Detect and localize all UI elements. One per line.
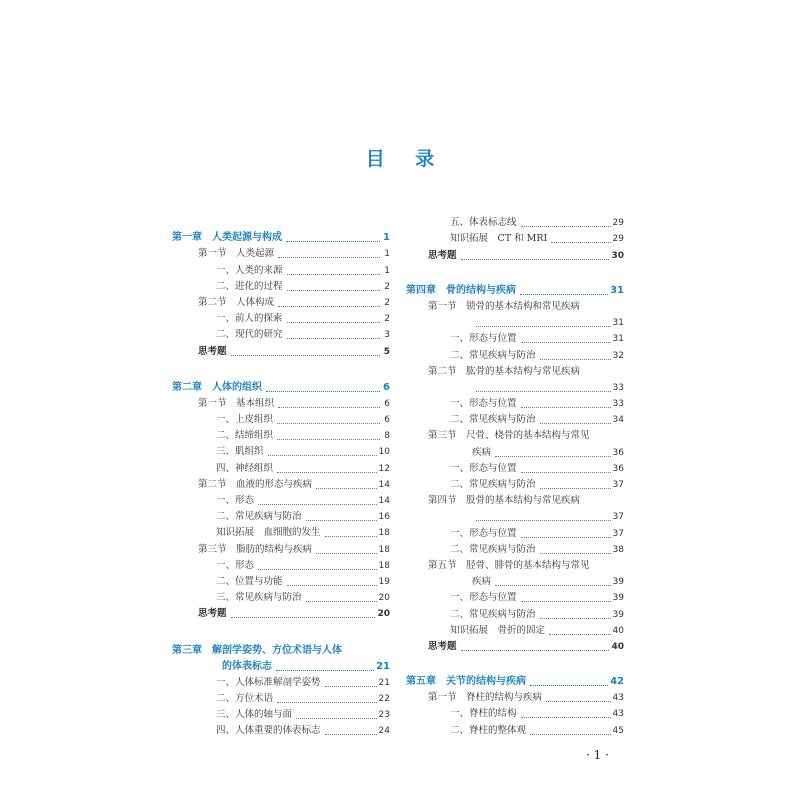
dot-leader bbox=[521, 220, 611, 227]
toc-column-left bbox=[172, 230, 390, 739]
toc-entry-label: 二、方位术语 bbox=[216, 693, 274, 705]
toc-page-number: 37 bbox=[612, 512, 624, 523]
toc-item-row[interactable] bbox=[172, 574, 390, 590]
toc-entry-label: 思考题 bbox=[198, 345, 227, 357]
toc-entry-label: 一、形态与位置 bbox=[450, 462, 517, 474]
toc-column-right bbox=[406, 215, 624, 739]
toc-page-number: 6 bbox=[384, 415, 390, 426]
dot-leader bbox=[287, 332, 380, 339]
toc-entry-label: 二、常见疾病与防治 bbox=[450, 608, 536, 620]
dot-leader bbox=[277, 433, 380, 440]
toc-item-row[interactable] bbox=[172, 525, 390, 541]
toc-entry-label: 二、脊柱的整体观 bbox=[450, 724, 527, 736]
toc-entry-label: 四、神经组织 bbox=[216, 462, 274, 474]
toc-page-number: 1 bbox=[383, 232, 390, 244]
toc-page-number: 6 bbox=[384, 398, 390, 409]
dot-leader bbox=[266, 385, 380, 392]
toc-item-row[interactable] bbox=[172, 558, 390, 574]
dot-leader bbox=[276, 664, 374, 671]
toc-entry-label: 第一节 锁骨的基本结构和常见疾病 bbox=[428, 300, 581, 312]
dot-leader bbox=[476, 514, 611, 521]
toc-think-row[interactable] bbox=[172, 606, 390, 622]
toc-page-number: 16 bbox=[378, 512, 390, 523]
dot-leader bbox=[461, 253, 610, 260]
toc-page-number: 33 bbox=[612, 399, 624, 410]
toc-think-row[interactable] bbox=[406, 247, 624, 263]
dot-leader bbox=[549, 628, 611, 635]
toc-think-row[interactable] bbox=[172, 343, 390, 359]
toc-item-row[interactable] bbox=[406, 706, 624, 722]
toc-entry-label: 一、人类的来源 bbox=[216, 264, 283, 276]
toc-item-row[interactable] bbox=[406, 396, 624, 412]
toc-page-number: 31 bbox=[612, 318, 624, 329]
dot-leader bbox=[258, 563, 377, 570]
dot-leader bbox=[231, 349, 380, 356]
toc-page-number: 34 bbox=[612, 415, 624, 426]
toc-item-row[interactable] bbox=[172, 311, 390, 327]
toc-page-number: 2 bbox=[384, 281, 390, 292]
dot-leader bbox=[461, 644, 610, 651]
toc-entry-label: 第四章 骨的结构与疾病 bbox=[406, 284, 516, 296]
toc-entry-label: 一、脊柱的结构 bbox=[450, 708, 517, 720]
toc-item-row[interactable] bbox=[172, 327, 390, 343]
toc-page-number: 20 bbox=[377, 609, 390, 620]
dot-leader bbox=[540, 547, 611, 554]
dot-leader bbox=[540, 482, 611, 489]
toc-section-row[interactable] bbox=[172, 541, 390, 557]
toc-page-number: 21 bbox=[378, 677, 390, 688]
dot-leader bbox=[476, 320, 611, 327]
dot-leader bbox=[287, 268, 380, 275]
dot-leader bbox=[540, 612, 611, 619]
toc-page-number: 2 bbox=[384, 297, 390, 308]
toc-page-number: 1 bbox=[384, 249, 390, 260]
toc-section-row[interactable] bbox=[406, 299, 624, 315]
toc-page-number: 37 bbox=[612, 528, 624, 539]
toc-item-row[interactable] bbox=[172, 707, 390, 723]
toc-spacer bbox=[172, 622, 390, 642]
toc-page-number: 10 bbox=[378, 447, 390, 458]
toc-page-number: 19 bbox=[378, 576, 390, 587]
dot-leader bbox=[521, 466, 611, 473]
toc-section-row[interactable] bbox=[406, 428, 624, 444]
dot-leader bbox=[296, 712, 377, 719]
toc-entry-label: 二、常见疾病与防治 bbox=[216, 511, 302, 523]
toc-page-number: 23 bbox=[378, 710, 390, 721]
toc-item-row[interactable] bbox=[406, 623, 624, 639]
dot-leader bbox=[495, 579, 611, 586]
toc-entry-label: 第一节 脊柱的结构与疾病 bbox=[428, 692, 543, 704]
toc-entry-label: 二、进化的过程 bbox=[216, 280, 283, 292]
toc-entry-label: 二、常见疾病与防治 bbox=[450, 543, 536, 555]
toc-entry-label: 第一节 基本组织 bbox=[198, 397, 275, 409]
toc-entry-label: 疾病 bbox=[472, 576, 492, 588]
dot-leader bbox=[231, 611, 376, 618]
toc-entry-label: 第一节 人类起源 bbox=[198, 248, 275, 260]
toc-page-number: 22 bbox=[378, 694, 390, 705]
dot-leader bbox=[325, 680, 377, 687]
toc-page-number: 33 bbox=[612, 382, 624, 393]
toc-page-number: 14 bbox=[378, 496, 390, 506]
toc-entry-label: 一、形态 bbox=[216, 559, 255, 571]
toc-page-number: 40 bbox=[612, 625, 624, 636]
toc-entry-label: 二、常见疾病与防治 bbox=[450, 414, 536, 426]
toc-item-row[interactable] bbox=[406, 574, 624, 590]
toc-entry-label: 第二节 肱骨的基本结构与常见疾病 bbox=[428, 365, 581, 377]
toc-page-number: 37 bbox=[612, 480, 624, 490]
toc-page-number: 14 bbox=[378, 479, 390, 490]
toc-entry-label: 第五节 胫骨、腓骨的基本结构与常见 bbox=[428, 559, 590, 571]
toc-entry-label: 第五章 关节的结构与疾病 bbox=[406, 676, 526, 688]
dot-leader bbox=[495, 450, 611, 457]
dot-leader bbox=[530, 679, 608, 686]
toc-entry-label: 疾病 bbox=[472, 446, 492, 458]
toc-entry-label: 第二节 血液的形态与疾病 bbox=[198, 478, 313, 490]
toc-chapter-row[interactable] bbox=[406, 674, 624, 690]
dot-leader bbox=[325, 728, 377, 735]
toc-item-row[interactable] bbox=[406, 542, 624, 558]
toc-page-number: 39 bbox=[612, 577, 624, 588]
toc-item-row[interactable] bbox=[172, 428, 390, 444]
toc-entry-label: 三、人体的轴与面 bbox=[216, 709, 293, 721]
dot-leader bbox=[521, 711, 611, 718]
toc-page-number: 21 bbox=[376, 660, 390, 672]
toc-page-number: 43 bbox=[612, 693, 624, 704]
toc-item-row[interactable] bbox=[172, 675, 390, 691]
toc-page-number: 12 bbox=[378, 463, 390, 474]
toc-item-row[interactable] bbox=[406, 231, 624, 247]
toc-entry-label: 二、结缔组织 bbox=[216, 430, 274, 442]
toc-item-row[interactable] bbox=[172, 590, 390, 606]
toc-spacer bbox=[406, 655, 624, 674]
toc-item-row[interactable] bbox=[406, 606, 624, 622]
toc-page-number: 5 bbox=[383, 346, 390, 357]
toc-page-number: 39 bbox=[612, 609, 624, 620]
dot-leader bbox=[530, 728, 611, 735]
dot-leader bbox=[278, 300, 380, 307]
toc-entry-label: 思考题 bbox=[198, 608, 227, 620]
dot-leader bbox=[277, 466, 377, 473]
dot-leader bbox=[286, 235, 380, 242]
toc-entry-label: 第三节 脂肪的结构与疾病 bbox=[198, 543, 313, 555]
dot-leader bbox=[258, 498, 377, 505]
toc-entry-label: 第三章 解剖学姿势、方位术语与人体 bbox=[172, 644, 342, 656]
toc-entry-label: 一、人体标准解剖学姿势 bbox=[216, 676, 321, 688]
dot-leader bbox=[316, 547, 377, 554]
toc-chapter-row[interactable] bbox=[406, 283, 624, 299]
page-title: 目 录 bbox=[365, 148, 447, 170]
toc-entry-label: 三、常见疾病与防治 bbox=[216, 592, 302, 604]
toc-page-number: 2 bbox=[384, 314, 390, 325]
toc-entry-label: 一、上皮组织 bbox=[216, 414, 274, 426]
dot-leader bbox=[316, 482, 377, 489]
toc-page-number: 29 bbox=[612, 234, 624, 245]
toc-entry-label: 知识拓展 CT 和 MRI bbox=[450, 233, 548, 245]
toc-page-number: 24 bbox=[378, 726, 390, 737]
toc-entry-label: 一、形态 bbox=[216, 495, 255, 506]
toc-page-number: 42 bbox=[610, 676, 624, 688]
toc-page-number: 30 bbox=[611, 250, 624, 261]
dot-leader bbox=[521, 401, 611, 408]
toc-page-number: 18 bbox=[378, 544, 390, 555]
toc-item-row[interactable] bbox=[172, 279, 390, 295]
toc-page-number: 31 bbox=[612, 334, 624, 345]
toc-item-row[interactable] bbox=[406, 722, 624, 738]
toc-entry-label: 三、肌组织 bbox=[216, 446, 264, 458]
page-number: · 1 · bbox=[586, 748, 609, 762]
dot-leader bbox=[287, 284, 380, 291]
toc-entry-label: 第四节 股骨的基本结构与常见疾病 bbox=[428, 495, 581, 507]
toc-page-number: 8 bbox=[384, 431, 390, 442]
toc-entry-label: 二、常见疾病与防治 bbox=[450, 349, 536, 361]
toc-entry-label: 二、位置与功能 bbox=[216, 575, 283, 587]
dot-leader bbox=[287, 579, 377, 586]
dot-leader bbox=[268, 449, 377, 456]
toc-think-row[interactable] bbox=[406, 639, 624, 655]
toc-entry-label: 一、前人的探索 bbox=[216, 313, 283, 325]
dot-leader bbox=[287, 316, 380, 323]
toc-entry-label: 二、常见疾病与防治 bbox=[450, 479, 536, 490]
dot-leader bbox=[521, 531, 611, 538]
toc-item-row[interactable] bbox=[172, 691, 390, 707]
toc-item-row[interactable] bbox=[406, 347, 624, 363]
toc-entry-label: 知识拓展 骨折的固定 bbox=[450, 624, 546, 636]
toc-section-row[interactable] bbox=[406, 493, 624, 509]
toc-item-row[interactable] bbox=[406, 315, 624, 331]
toc-entry-label: 第一章 人类起源与构成 bbox=[172, 232, 282, 244]
toc-item-row[interactable] bbox=[406, 477, 624, 493]
toc-item-row[interactable] bbox=[406, 331, 624, 347]
dot-leader bbox=[278, 401, 380, 408]
toc-section-row[interactable] bbox=[172, 396, 390, 412]
toc-page-number: 3 bbox=[384, 330, 390, 341]
dot-leader bbox=[540, 353, 611, 360]
dot-leader bbox=[277, 696, 377, 703]
toc-page-number: 18 bbox=[378, 528, 390, 539]
dot-leader bbox=[277, 417, 380, 424]
toc-page-number: 32 bbox=[612, 350, 624, 361]
toc-entry-label: 一、形态与位置 bbox=[450, 398, 517, 410]
toc-entry-label: 一、形态与位置 bbox=[450, 527, 517, 539]
toc-item-row[interactable] bbox=[406, 215, 624, 231]
toc-page-number: 38 bbox=[612, 544, 624, 555]
toc-item-row[interactable] bbox=[406, 461, 624, 477]
toc-item-row[interactable] bbox=[172, 412, 390, 428]
toc-page-number: 18 bbox=[378, 560, 390, 571]
dot-leader bbox=[278, 251, 380, 258]
toc-page-number: 29 bbox=[612, 218, 624, 229]
toc-page-number: 1 bbox=[384, 265, 390, 276]
toc-item-row[interactable] bbox=[172, 460, 390, 476]
toc-item-row[interactable] bbox=[172, 509, 390, 525]
toc-entry-label: 第二章 人体的组织 bbox=[172, 381, 262, 393]
toc-page-number: 45 bbox=[612, 725, 624, 736]
toc-entry-label: 第三节 尺骨、桡骨的基本结构与常见 bbox=[428, 430, 590, 442]
dot-leader bbox=[546, 695, 611, 702]
toc-item-row[interactable] bbox=[406, 590, 624, 606]
toc-section-row[interactable] bbox=[406, 690, 624, 706]
toc-item-row[interactable] bbox=[406, 525, 624, 541]
toc-page-number: 36 bbox=[612, 447, 624, 458]
toc-item-row[interactable] bbox=[406, 380, 624, 396]
toc-entry-label: 思考题 bbox=[428, 249, 457, 261]
toc-entry-label: 五、体表标志线 bbox=[450, 217, 517, 229]
toc-section-row[interactable] bbox=[172, 295, 390, 311]
toc-item-row[interactable] bbox=[406, 509, 624, 525]
toc-item-row[interactable] bbox=[406, 412, 624, 428]
dot-leader bbox=[540, 417, 611, 424]
toc-page-number: 39 bbox=[612, 593, 624, 604]
toc-section-row[interactable] bbox=[172, 477, 390, 493]
toc-entry-label: 一、形态与位置 bbox=[450, 333, 517, 345]
toc-section-row[interactable] bbox=[172, 246, 390, 262]
toc-page-number: 36 bbox=[612, 463, 624, 474]
toc-chapter-row[interactable] bbox=[172, 642, 390, 658]
toc-chapter-row[interactable] bbox=[172, 380, 390, 396]
toc-item-row[interactable] bbox=[172, 444, 390, 460]
toc-entry-label: 四、人体重要的体表标志 bbox=[216, 725, 321, 737]
toc-page-number: 43 bbox=[612, 709, 624, 720]
toc-section-row[interactable] bbox=[406, 558, 624, 574]
dot-leader bbox=[306, 595, 377, 602]
toc-chapter-row[interactable] bbox=[172, 230, 390, 246]
dot-leader bbox=[521, 595, 611, 602]
dot-leader bbox=[521, 336, 611, 343]
dot-leader bbox=[551, 236, 610, 243]
dot-leader bbox=[520, 288, 608, 295]
toc-item-row[interactable] bbox=[406, 444, 624, 460]
toc-item-row[interactable] bbox=[172, 262, 390, 278]
toc-page-number: 20 bbox=[378, 593, 390, 604]
toc-page-number: 31 bbox=[610, 284, 624, 296]
toc-item-row[interactable] bbox=[172, 723, 390, 739]
toc-entry-label: 一、形态与位置 bbox=[450, 592, 517, 604]
dot-leader bbox=[476, 385, 611, 392]
toc-section-row[interactable] bbox=[406, 364, 624, 380]
dot-leader bbox=[306, 514, 377, 521]
dot-leader bbox=[325, 530, 377, 537]
toc-entry-label: 知识拓展 血细胞的发生 bbox=[216, 527, 321, 539]
toc-entry-label: 第二节 人体构成 bbox=[198, 296, 275, 308]
toc-entry-label: 的体表标志 bbox=[222, 660, 272, 672]
toc-chapter-row[interactable] bbox=[172, 659, 390, 675]
toc-spacer bbox=[406, 264, 624, 283]
toc-item-row[interactable] bbox=[172, 493, 390, 509]
toc-page-number: 6 bbox=[383, 381, 390, 393]
toc-spacer bbox=[172, 360, 390, 380]
toc-page-number: 40 bbox=[611, 641, 624, 652]
toc-entry-label: 思考题 bbox=[428, 640, 457, 652]
toc-entry-label: 二、现代的研究 bbox=[216, 329, 283, 341]
